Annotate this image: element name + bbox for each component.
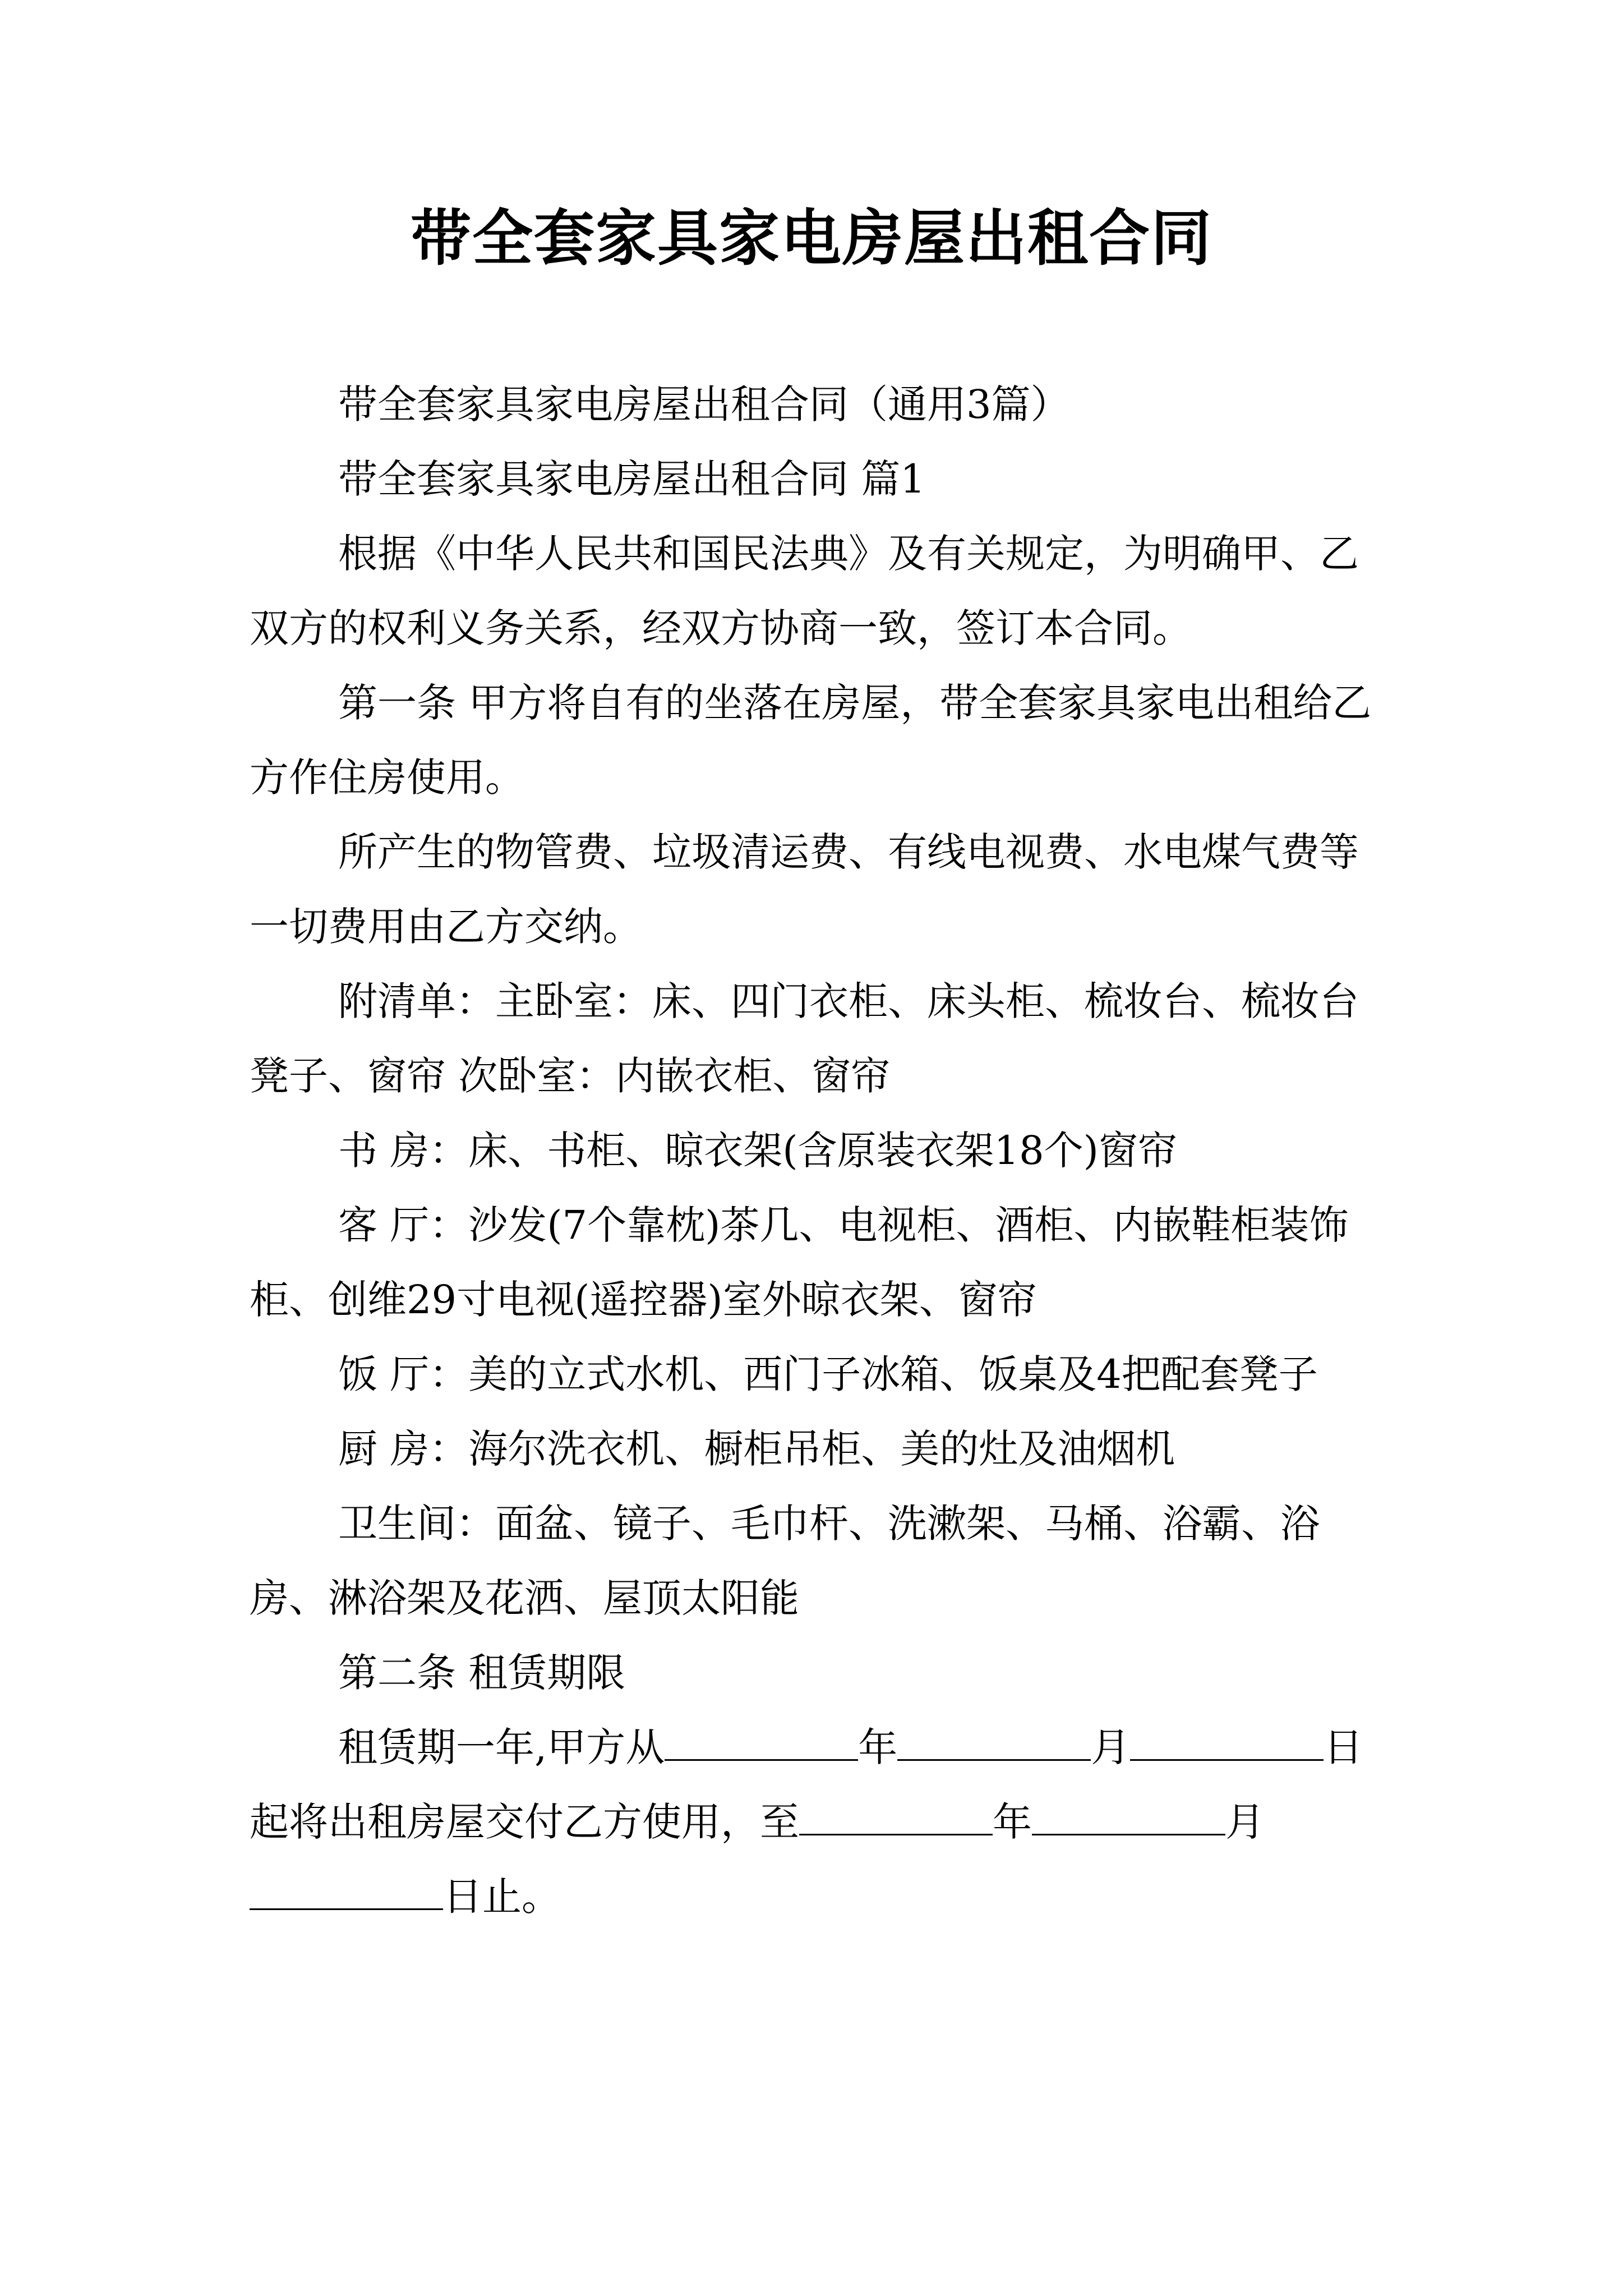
blank-line: [897, 1719, 1091, 1761]
blank-line: [1130, 1719, 1324, 1761]
document-title: 带全套家具家电房屋出租合同: [410, 203, 1212, 274]
lease-term-text: 租赁期一年,甲方从: [338, 1724, 665, 1770]
lease-term-text: 日起将出租房屋交付乙方使用，至: [250, 1724, 1363, 1845]
paragraph: 带全套家具家电房屋出租合同（通用3篇）: [338, 381, 1070, 427]
paragraph: 厨 房：海尔洗衣机、橱柜吊柜、美的灶及油烟机: [338, 1426, 1175, 1472]
paragraph: 附清单：主卧室：床、四门衣柜、床头柜、梳妆台、梳妆台凳子、窗帘 次卧室：内嵌衣柜、窗帘: [250, 978, 1359, 1099]
blank-line: [1032, 1793, 1225, 1835]
year-label: 年: [993, 1799, 1032, 1845]
month-label: 月: [1225, 1799, 1265, 1845]
paragraph: 第二条 租赁期限: [338, 1650, 626, 1696]
lease-term-text: 日止。: [443, 1874, 561, 1920]
blank-line: [665, 1719, 858, 1761]
paragraph: 客 厅：沙发(7个靠枕)茶几、电视柜、酒柜、内嵌鞋柜装饰柜、创维29寸电视(遥控器)室外晾衣架、窗帘: [250, 1202, 1349, 1323]
paragraph: 根据《中华人民共和国民法典》及有关规定，为明确甲、乙双方的权利义务关系，经双方协商一致，签订本合同。: [250, 531, 1359, 651]
document-body: [250, 367, 1377, 1934]
year-label: 年: [858, 1724, 898, 1770]
paragraph: 带全套家具家电房屋出租合同 篇1: [338, 456, 925, 502]
paragraph: 卫生间：面盆、镜子、毛巾杆、洗漱架、马桶、浴霸、浴房、淋浴架及花洒、屋顶太阳能: [250, 1501, 1320, 1621]
paragraph: 书 房：床、书柜、晾衣架(含原装衣架18个)窗帘: [338, 1128, 1177, 1174]
paragraph: 所产生的物管费、垃圾清运费、有线电视费、水电煤气费等一切费用由乙方交纳。: [250, 829, 1359, 950]
blank-line: [799, 1793, 993, 1835]
paragraph: 第一条 甲方将自有的坐落在房屋，带全套家具家电出租给乙方作住房使用。: [250, 680, 1372, 800]
paragraph: 饭 厅：美的立式水机、西门子冰箱、饭桌及4把配套凳子: [338, 1351, 1318, 1397]
month-label: 月: [1091, 1724, 1131, 1770]
blank-line: [250, 1868, 443, 1910]
lease-term-paragraph: [250, 1710, 1377, 1934]
